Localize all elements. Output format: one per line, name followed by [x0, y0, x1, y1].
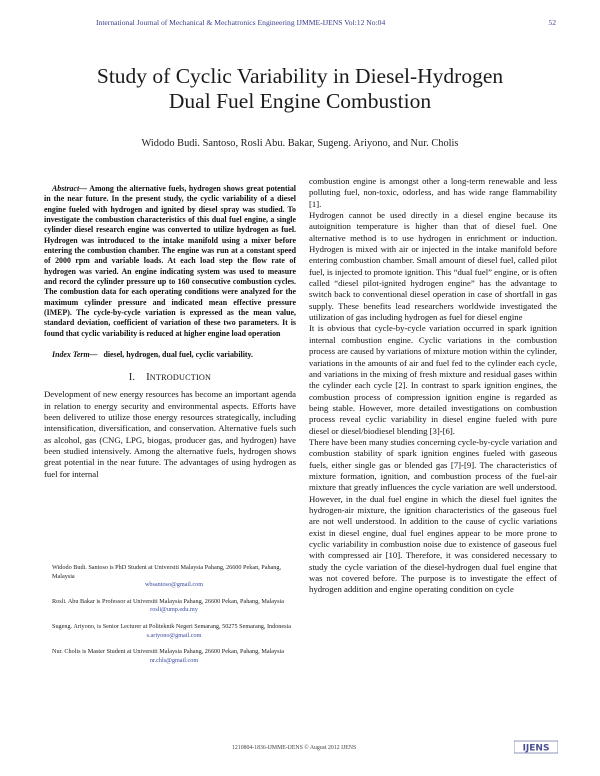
- abstract-text: Among the alternative fuels, hydrogen shows great potential in the near future. In the present study, the cyclic variability of a diesel engine fueled with hydrogen and ignited by diesel spray was studied. To investigate the combustion characteristics of this dual fuel engine, a single cylinder diesel research engine was converted to utilize hydrogen as fuel. Hydrogen was introduced to the intake manifold using a mixer before entering the combustion chamber. The engine was run at a constant speed of 2000 rpm and variable loads. At each load step the flow rate of hydrogen was varied. An engine indicating system was used to measure and record the cylinder pressure up to 160 consecutive combustion cycles. The combustion data for each operating conditions were analyzed for the maximum cylinder pressure and indicated mean effective pressure (IMEP). The cycle-by-cycle variation is expressed as the mean value, standard deviation, coefficient of variation of these two parameters. It is found that cyclic variability is reduced at higher engine load operation: [44, 184, 296, 338]
- affiliation-text: Widodo Budi. Santoso is PhD Student at Universiti Malaysia Pahang, 26600 Pekan, Pahang, Malaysia: [52, 564, 282, 580]
- affiliation-email: nr.chls@gmail.com: [149, 656, 199, 664]
- author-list: Widodo Budi. Santoso, Rosli Abu. Bakar, Sugeng. Ariyono, and Nur. Cholis: [141, 138, 459, 149]
- affiliation-email: s.ariyono@gmail.com: [146, 631, 202, 639]
- title-line-1: Study of Cyclic Variability in Diesel-Hydrogen: [96, 64, 504, 88]
- paragraph-1: combustion engine is amongst other a long-term renewable and less polluting fuel, non-toxic, odorless, and has wide range flammability [1].: [309, 176, 557, 209]
- affiliation-text: Sugeng. Ariyono, is Senior Lecturer at Politeknik Negeri Semarang, 50275 Semarang, Indonesia: [52, 622, 292, 630]
- title-line-2: Dual Fuel Engine Combustion: [168, 89, 432, 113]
- affiliation-text: Nur. Cholis is Master Student at Universiti Malaysia Pahang, 26600 Pekan, Pahang, Malaysia: [52, 648, 285, 656]
- right-column: [309, 176, 557, 596]
- affiliation-1: [44, 564, 296, 590]
- section-number: I.: [128, 372, 136, 384]
- affiliation-email: rosli@ump.edu.my: [150, 606, 198, 614]
- intro-paragraph-left: Development of new energy resources has become an important agenda in relation to energy security and environmental aspects. Efforts have been delivered to utilize those energy resources strategically, including intensification, diversification, and conservation. Alternative fuels such as alcohol, gas (CNG, LPG, biogas, producer gas, and hydrogen) have been studied intensively. Among the alternative fuels, hydrogen shows great potential in the near future. The advantages of using hydrogen as fuel for internal: [44, 389, 296, 479]
- abstract: [44, 184, 296, 339]
- page-footer: 1210804-1836-IJMME-IJENS © August 2012 IJENS: [232, 745, 357, 751]
- affiliation-3: [44, 623, 296, 640]
- journal-name: International Journal of Mechanical & Mechatronics Engineering IJMME-IJENS Vol:12 No:04: [96, 18, 386, 27]
- section-title-rest: NTRODUCTION: [149, 373, 212, 383]
- abstract-label: Abstract—: [52, 184, 88, 193]
- paragraph-2: Hydrogen cannot be used directly in a diesel engine because its autoignition temperature is higher than that of diesel fuel. One alternative method is to use hydrogen in enrichment or induction. Hydrogen is mixed with air or injected in the intake manifold before entering combustion chamber. Small amount of diesel fuel, called pilot fuel, is injected to promote ignition. This “dual fuel” engine, or is often called “diesel pilot-ignited hydrogen engine” has the advantage to switch back to conventional diesel operation in case of shortfall in gas supply. These benefits lead researchers worldwide investigated the utilization of gas including hydrogen as fuel for diesel engine: [309, 210, 557, 323]
- index-terms-label: Index Term—: [52, 350, 98, 360]
- affiliation-2: [44, 598, 296, 615]
- section-heading-introduction: [44, 372, 296, 383]
- affiliation-4: [44, 648, 296, 665]
- ijens-logo: [514, 740, 558, 754]
- author-affiliations: [44, 564, 296, 673]
- section-title-initial: I: [146, 372, 150, 384]
- paragraph-3: It is obvious that cycle-by-cycle variation occurred in spark ignition internal combustion engine. Cyclic variations in the combustion process are caused by variations of mixture motion within the cylinder, variations in the amounts of air and fuel fed to the cylinder each cycle, and variations in the mixing of fresh mixture and residual gases within the cylinder each cycle [2]. In contrast to spark ignition engines, the combustion process of compression ignition engine is regarded as being stable. However, more detailed investigations on combustion process reveal cyclic variability in diesel engine fueled with pure diesel or diesel/biodiesel blending [3]-[6].: [309, 323, 557, 436]
- index-terms-text: diesel, hydrogen, dual fuel, cyclic variability.: [103, 350, 254, 360]
- running-header: [44, 18, 556, 32]
- affiliation-text: Rosli. Abu Bakar is Professor at Universiti Malaysia Pahang, 26600 Pekan, Pahang, Malaysia: [52, 597, 284, 605]
- left-column: [44, 184, 296, 480]
- affiliation-email: wbsantoso@gmail.com: [144, 581, 204, 589]
- paper-title: [40, 64, 560, 114]
- index-terms: [44, 350, 296, 359]
- logo-text: IJENS: [522, 743, 550, 754]
- page-number: 52: [548, 18, 556, 27]
- paragraph-4: There have been many studies concerning cycle-by-cycle variation and combustion stability of spark ignition engines fueled with gaseous fuels, either single gas or blended gas [7]-[9]. The characteristics of mixture formation, ignition, and combustion process of the fuel-air mixture that greatly influences the cycle variation are well understood. However, in the dual fuel engine in which the diesel fuel ignites the hydrogen-air mixture, the ignition characteristics of the gaseous fuel are not well understood. In addition to the cause of cyclic variations exist in diesel engine, dual fuel engines appear to be more prone to cyclic variability in combustion noise due to existence of gaseous fuel with compressed air [10]. Therefore, it was considered necessary to study the cycle variation of the diesel-hydrogen dual fuel engine that was not covered before. The purpose is to investigate the effect of hydrogen addition and engine operating condition on cycle: [309, 436, 557, 595]
